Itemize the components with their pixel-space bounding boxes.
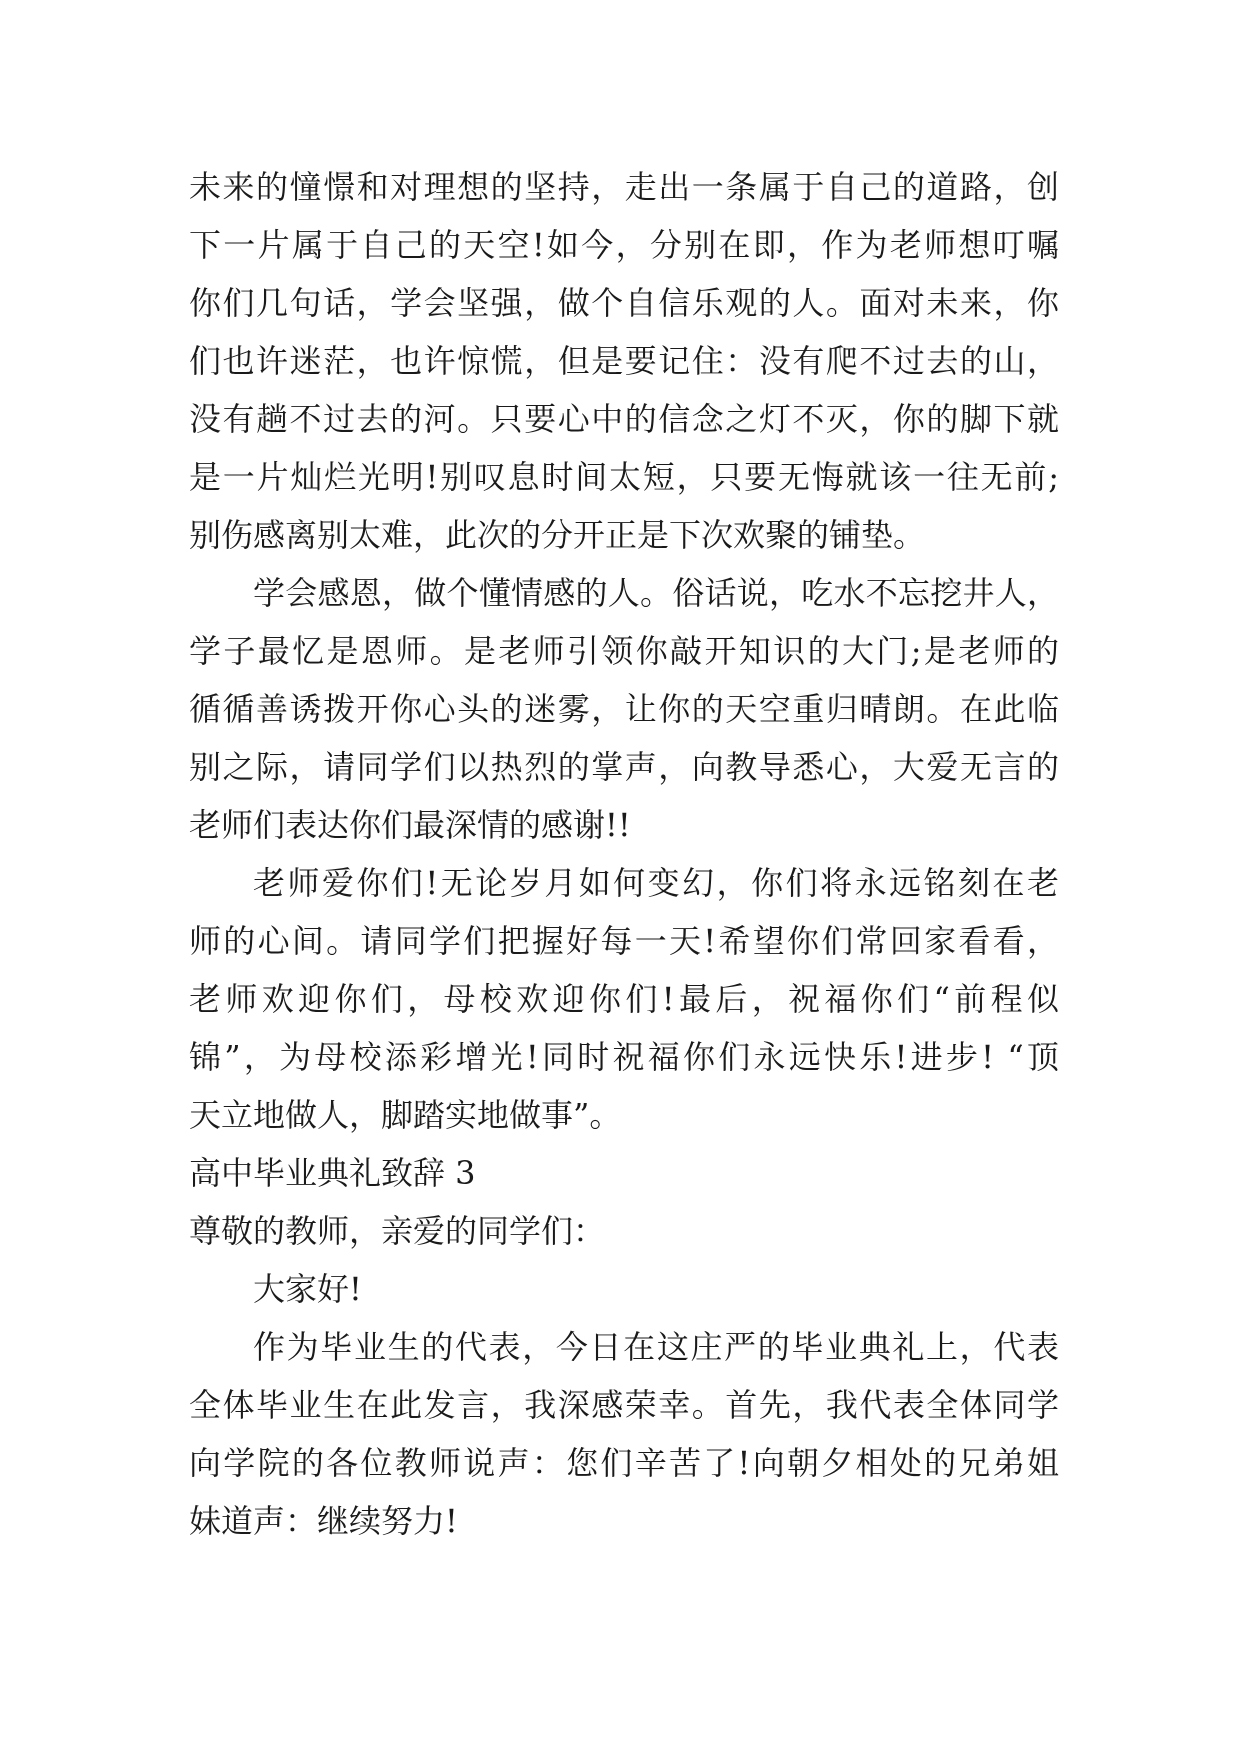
text-line: 向学院的各位教师说声：您们辛苦了!向朝夕相处的兄弟姐 — [189, 1444, 1059, 1482]
paragraph-p4 — [189, 1318, 1059, 1550]
paragraph-p1 — [189, 158, 1059, 564]
text-line: 老师欢迎你们，母校欢迎你们!最后，祝福你们“前程似 — [189, 980, 1059, 1018]
text-line: 你们几句话，学会坚强，做个自信乐观的人。面对未来，你 — [189, 284, 1059, 322]
paragraph-heading — [189, 1144, 1059, 1202]
text-line: 别伤感离别太难，此次的分开正是下次欢聚的铺垫。 — [189, 516, 926, 554]
text-line: 未来的憧憬和对理想的坚持，走出一条属于自己的道路，创 — [189, 168, 1059, 206]
text-line: 老师爱你们!无论岁月如何变幻，你们将永远铭刻在老 — [253, 864, 1059, 902]
document-body — [189, 158, 1059, 1550]
text-line: 是一片灿烂光明!别叹息时间太短，只要无悔就该一往无前; — [189, 458, 1059, 496]
text-line: 老师们表达你们最深情的感谢!! — [189, 806, 631, 844]
text-line: 们也许迷茫，也许惊慌，但是要记住：没有爬不过去的山， — [189, 342, 1059, 380]
text-line: 尊敬的教师，亲爱的同学们： — [189, 1212, 606, 1250]
text-line: 学会感恩，做个懂情感的人。俗话说，吃水不忘挖井人， — [253, 574, 1059, 612]
text-line: 下一片属于自己的天空!如今，分别在即，作为老师想叮嘱 — [189, 226, 1059, 264]
text-line: 作为毕业生的代表，今日在这庄严的毕业典礼上，代表 — [253, 1328, 1059, 1366]
text-line: 循循善诱拨开你心头的迷雾，让你的天空重归晴朗。在此临 — [189, 690, 1059, 728]
text-line: 全体毕业生在此发言，我深感荣幸。首先，我代表全体同学 — [189, 1386, 1059, 1424]
text-line: 锦”，为母校添彩增光!同时祝福你们永远快乐!进步! “顶 — [189, 1038, 1059, 1076]
text-line: 别之际，请同学们以热烈的掌声，向教导悉心，大爱无言的 — [189, 748, 1059, 786]
text-line: 妹道声：继续努力! — [189, 1502, 458, 1540]
text-line: 天立地做人，脚踏实地做事”。 — [189, 1096, 622, 1134]
paragraph-greeting — [189, 1260, 1059, 1318]
paragraph-salutation — [189, 1202, 1059, 1260]
section-heading: 高中毕业典礼致辞 3 — [189, 1154, 476, 1192]
paragraph-p2 — [189, 564, 1059, 854]
text-line: 没有趟不过去的河。只要心中的信念之灯不灭，你的脚下就 — [189, 400, 1059, 438]
text-line: 师的心间。请同学们把握好每一天!希望你们常回家看看， — [189, 922, 1059, 960]
text-line: 学子最忆是恩师。是老师引领你敲开知识的大门;是老师的 — [189, 632, 1059, 670]
paragraph-p3 — [189, 854, 1059, 1144]
text-line: 大家好! — [253, 1270, 362, 1308]
